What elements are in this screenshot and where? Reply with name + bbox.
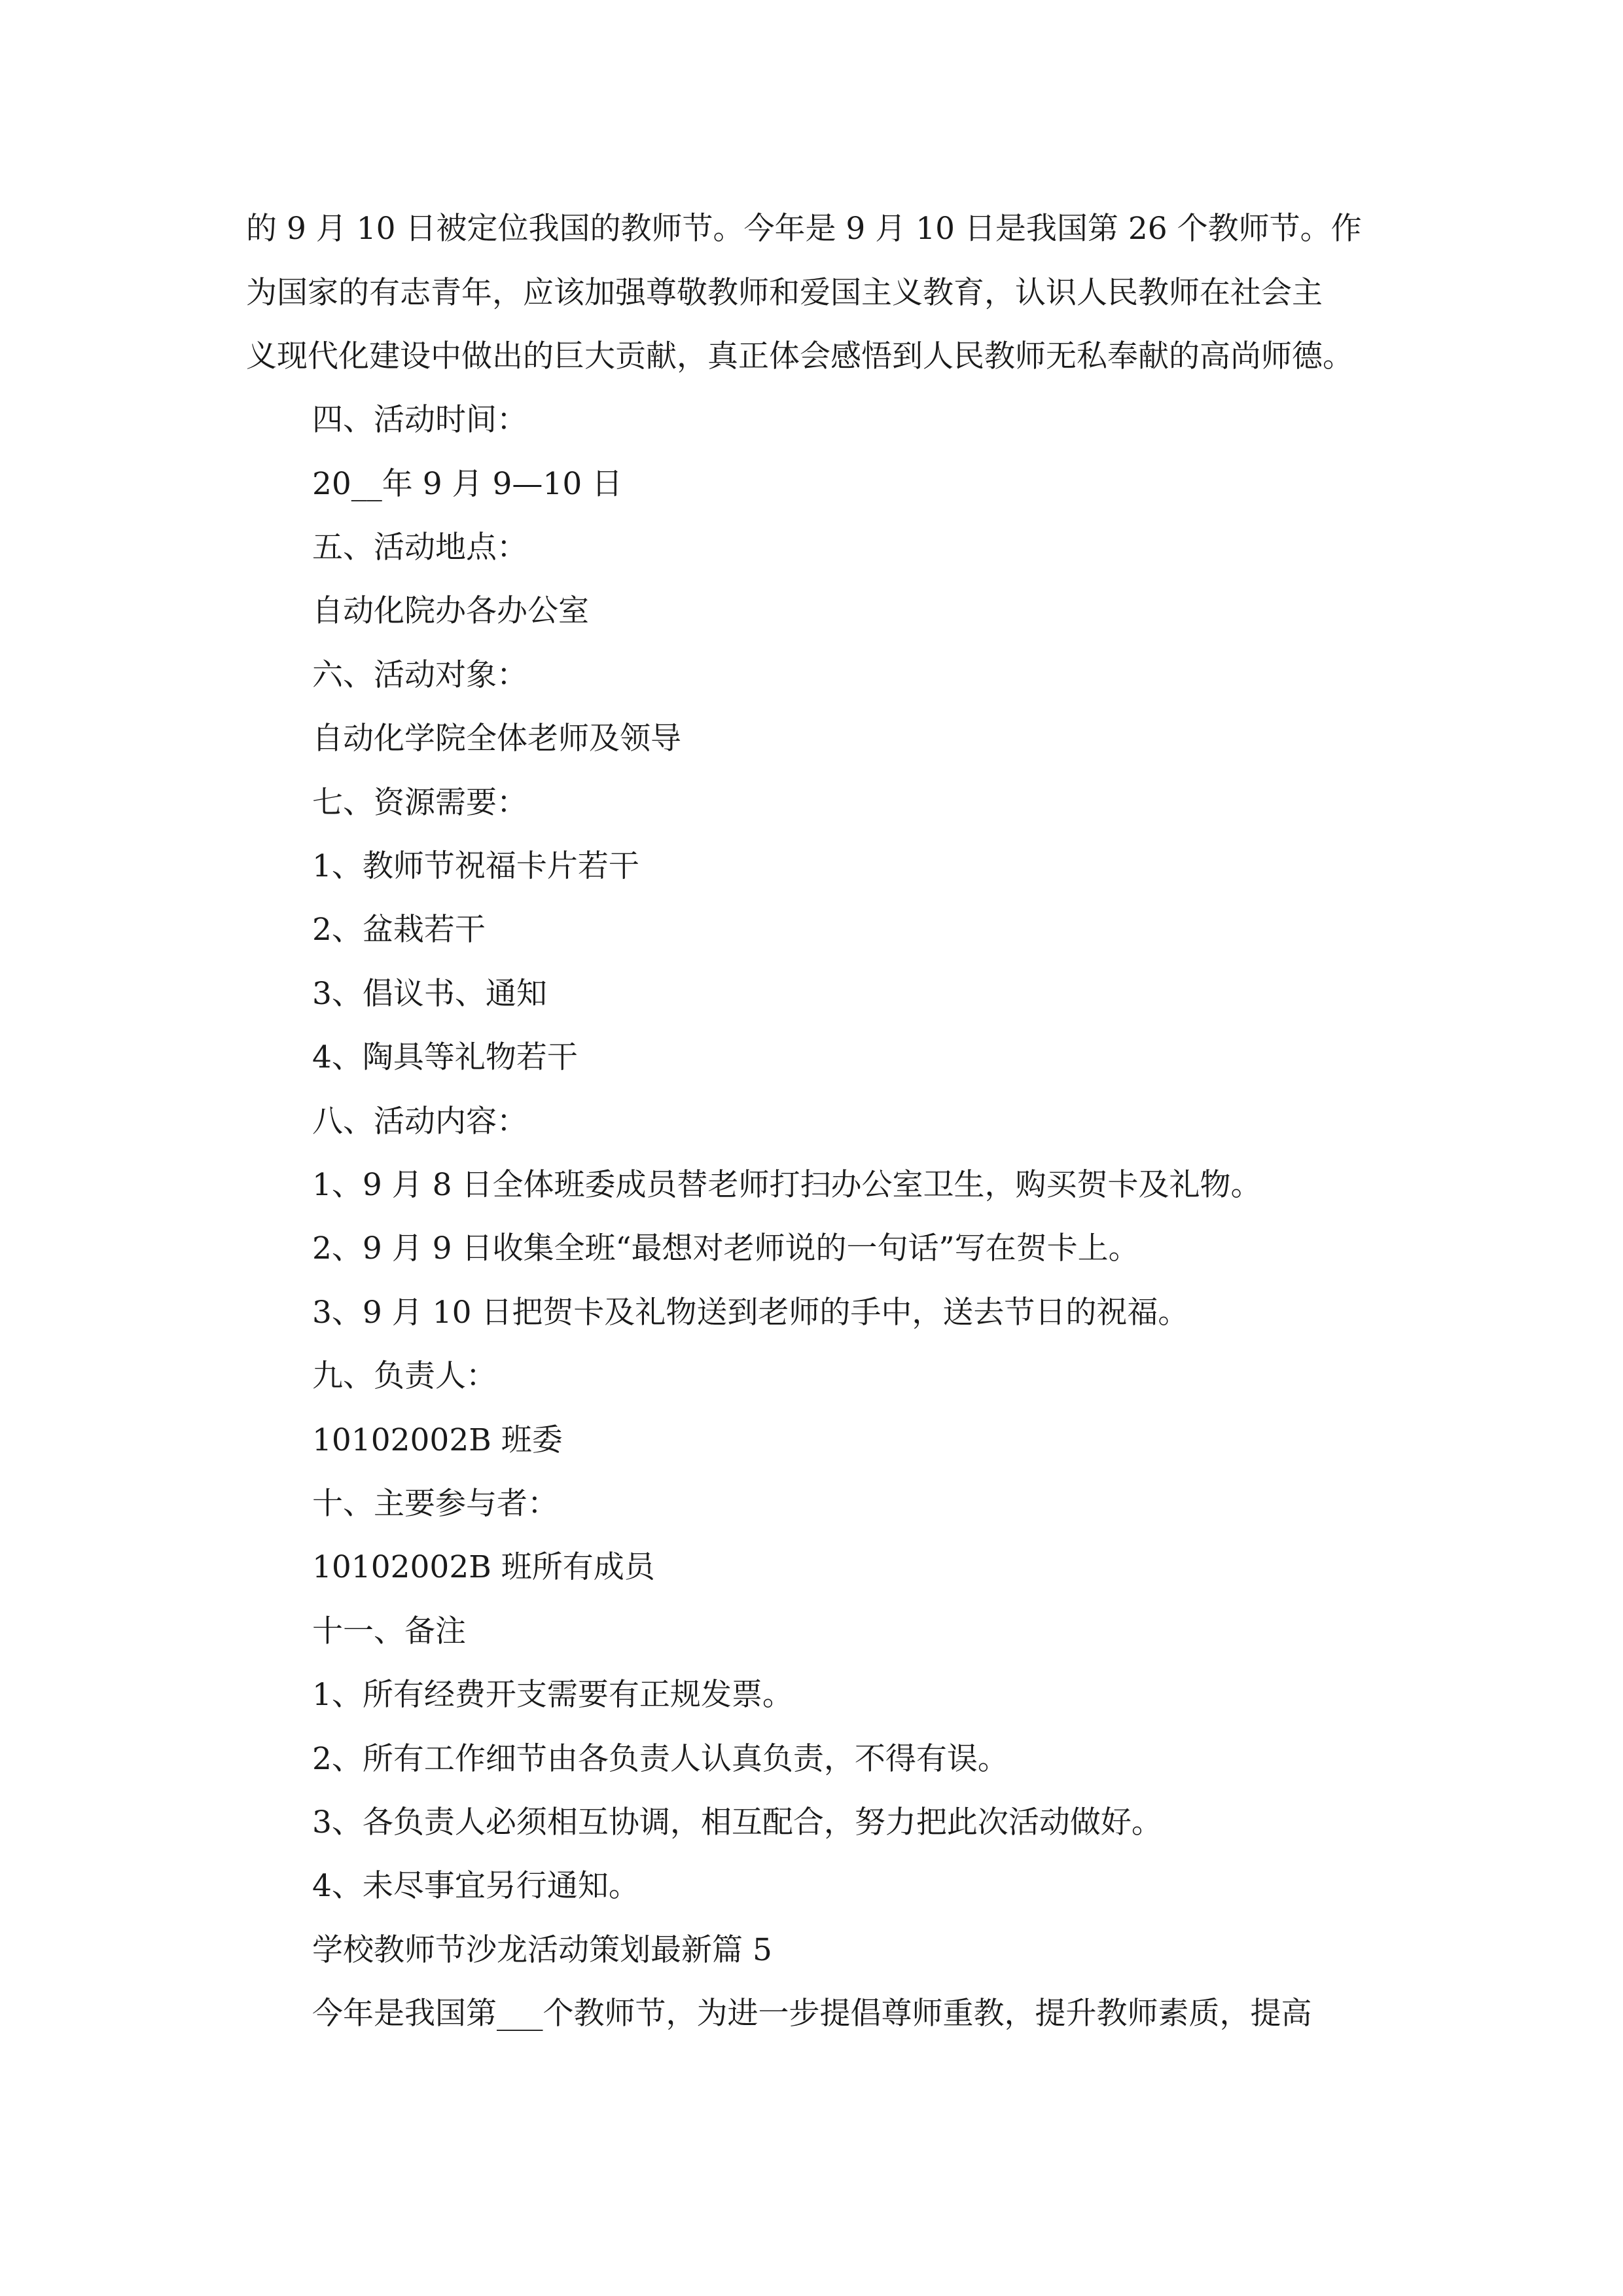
paragraph-line: 10102002B 班所有成员 xyxy=(312,1549,655,1585)
section-heading: 六、活动对象： xyxy=(312,657,527,693)
list-item: 3、倡议书、通知 xyxy=(312,976,547,1012)
section-heading: 九、负责人： xyxy=(312,1358,497,1394)
paragraph-line: 自动化学院全体老师及领导 xyxy=(312,721,681,757)
list-item: 4、未尽事宜另行通知。 xyxy=(312,1868,639,1904)
paragraph-line: 的 9 月 10 日被定位我国的教师节。今年是 9 月 10 日是我国第 26 个教师节。作 xyxy=(246,211,1362,247)
list-item: 2、9 月 9 日收集全班“最想对老师说的一句话”写在贺卡上。 xyxy=(312,1230,1139,1266)
list-item: 3、9 月 10 日把贺卡及礼物送到老师的手中，送去节日的祝福。 xyxy=(312,1295,1189,1331)
paragraph-line: 自动化院办各办公室 xyxy=(312,593,589,629)
list-item: 3、各负责人必须相互协调，相互配合，努力把此次活动做好。 xyxy=(312,1804,1162,1840)
paragraph-line: 20__年 9 月 9—10 日 xyxy=(312,466,623,502)
section-heading: 七、资源需要： xyxy=(312,785,527,821)
list-item: 2、所有工作细节由各负责人认真负责，不得有误。 xyxy=(312,1741,1008,1777)
paragraph-line: 今年是我国第___个教师节，为进一步提倡尊师重教，提升教师素质，提高 xyxy=(312,1996,1312,2032)
paragraph-line: 10102002B 班委 xyxy=(312,1422,563,1458)
section-heading: 十一、备注 xyxy=(312,1613,466,1649)
list-item: 2、盆栽若干 xyxy=(312,912,486,948)
paragraph-line: 为国家的有志青年，应该加强尊敬教师和爱国主义教育，认识人民教师在社会主 xyxy=(246,275,1323,311)
section-heading: 十、主要参与者： xyxy=(312,1486,558,1522)
paragraph-line: 义现代化建设中做出的巨大贡献，真正体会感悟到人民教师无私奉献的高尚师德。 xyxy=(246,338,1353,374)
list-item: 1、教师节祝福卡片若干 xyxy=(312,848,639,884)
section-heading: 八、活动内容： xyxy=(312,1103,527,1139)
section-heading: 五、活动地点： xyxy=(312,529,527,565)
list-item: 1、所有经费开支需要有正规发票。 xyxy=(312,1677,793,1713)
section-heading: 四、活动时间： xyxy=(312,402,527,438)
article-title: 学校教师节沙龙活动策划最新篇 5 xyxy=(312,1932,772,1968)
list-item: 1、9 月 8 日全体班委成员替老师打扫办公室卫生，购买贺卡及礼物。 xyxy=(312,1167,1262,1203)
list-item: 4、陶具等礼物若干 xyxy=(312,1039,578,1075)
